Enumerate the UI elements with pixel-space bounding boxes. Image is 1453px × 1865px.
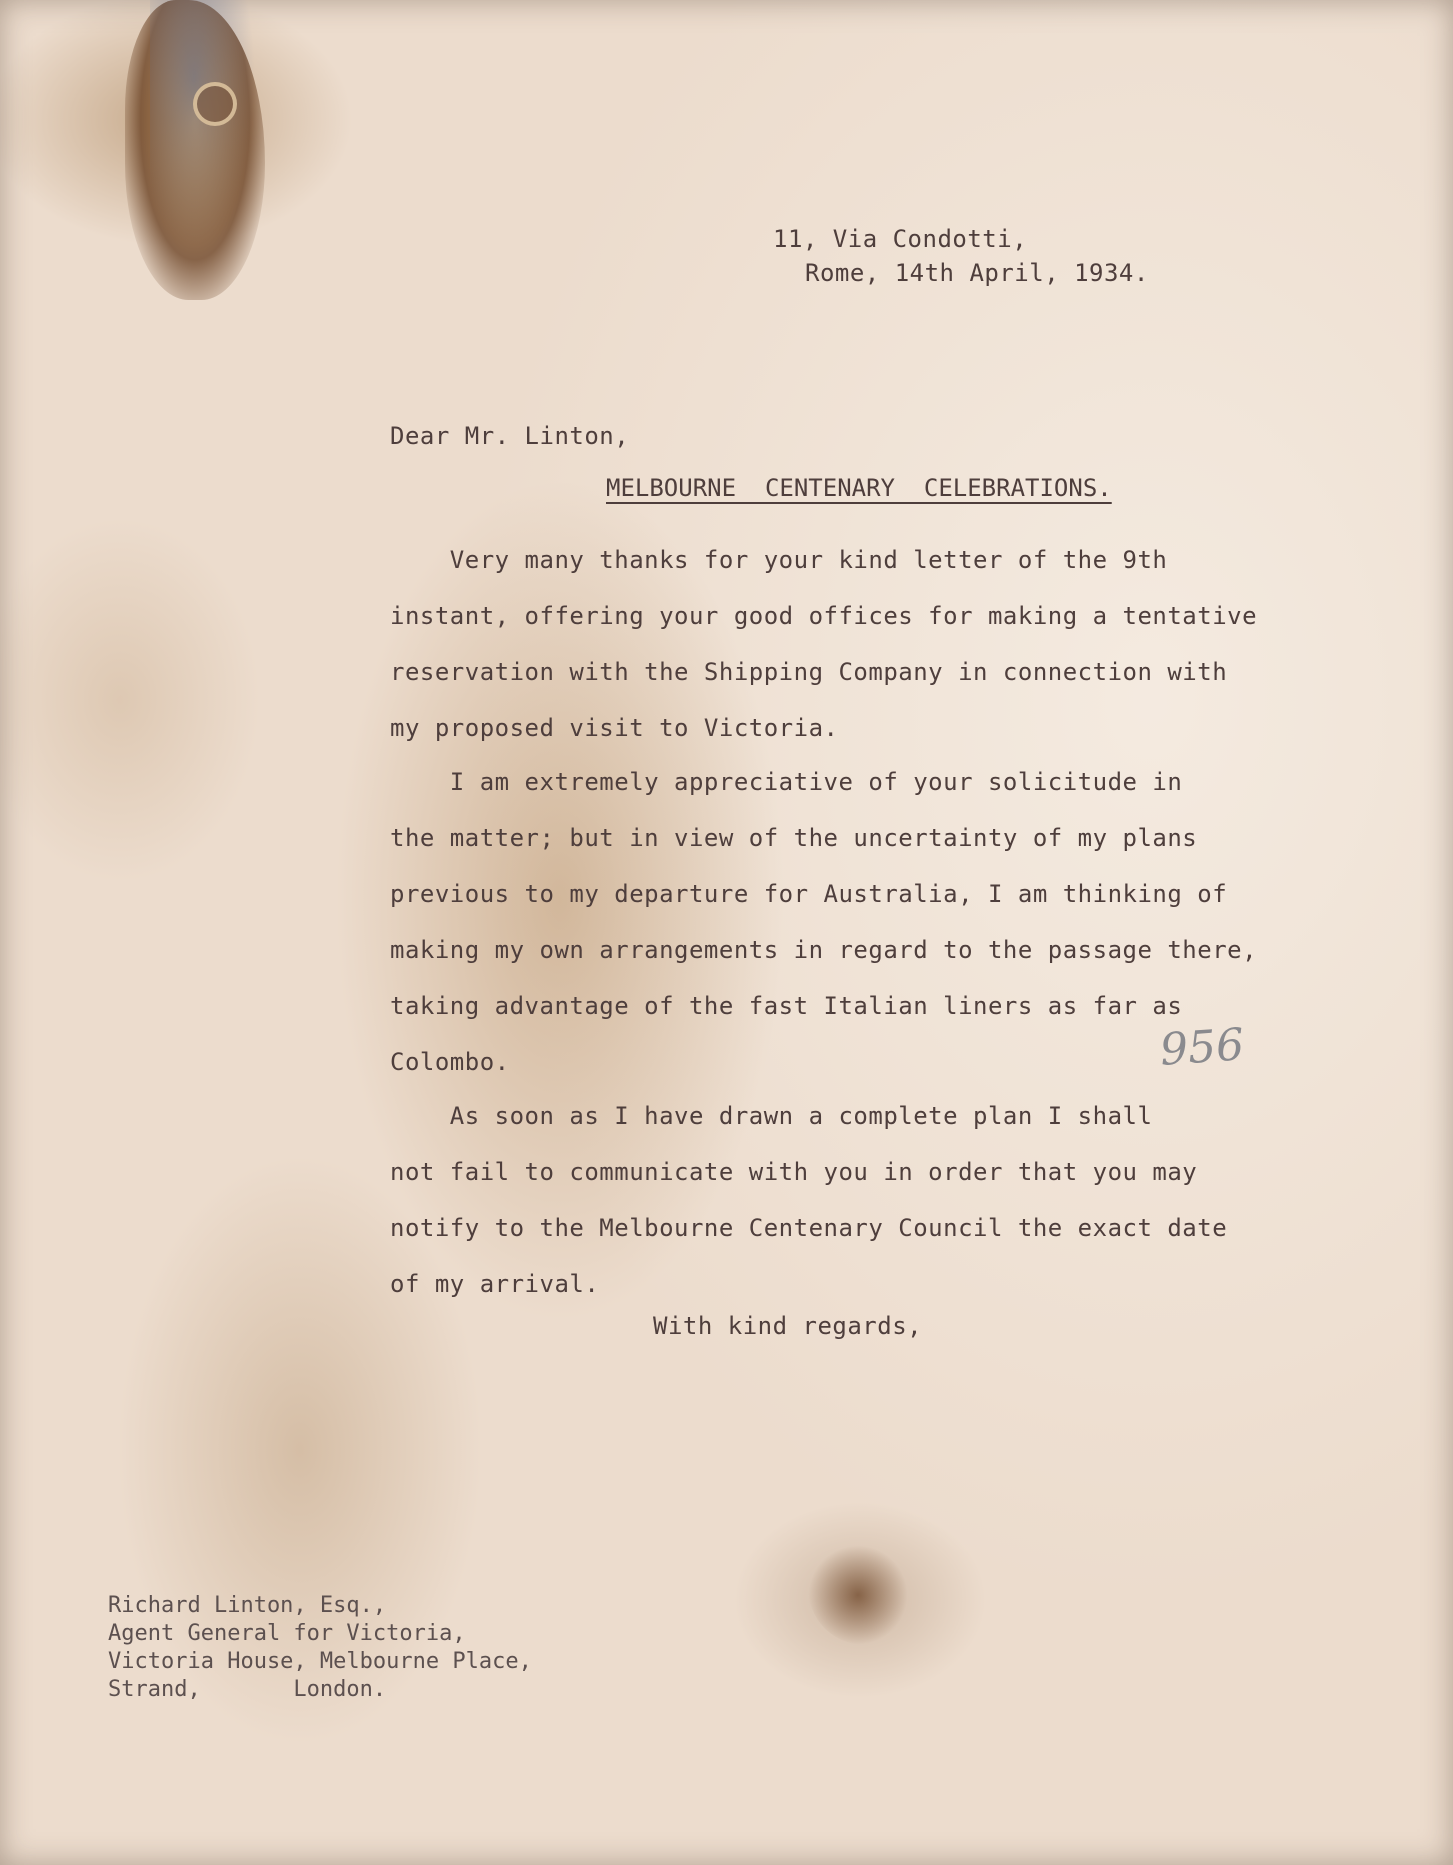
recipient-line: Richard Linton, Esq., [108,1593,387,1618]
body-line: not fail to communicate with you in order that you may [390,1158,1198,1186]
salutation: Dear Mr. Linton, [390,422,630,450]
body-line: As soon as I have drawn a complete plan I shall [390,1102,1153,1130]
address-line-2: Rome, 14th April, 1934. [805,259,1149,287]
stain-blot [808,1545,908,1645]
closing: With kind regards, [653,1312,923,1340]
body-line: my proposed visit to Victoria. [390,714,839,742]
body-line: taking advantage of the fast Italian liners as far as [390,992,1183,1020]
recipient-line: Strand, London. [108,1677,387,1702]
body-line: I am extremely appreciative of your solicitude in [390,768,1183,796]
body-line: reservation with the Shipping Company in connection with [390,658,1228,686]
body-line: notify to the Melbourne Centenary Council the exact date [390,1214,1228,1242]
subject-heading: MELBOURNE CENTENARY CELEBRATIONS. [606,474,1112,502]
recipient-line: Agent General for Victoria, [108,1621,466,1646]
body-line: instant, offering your good offices for making a tentative [390,602,1258,630]
body-line: of my arrival. [390,1270,600,1298]
ink-stain [150,0,260,260]
body-line: previous to my departure for Australia, I am thinking of [390,880,1228,908]
body-line: the matter; but in view of the uncertainty of my plans [390,824,1198,852]
recipient-line: Victoria House, Melbourne Place, [108,1649,532,1674]
body-line: Very many thanks for your kind letter of the 9th [390,546,1168,574]
staple-hole [193,82,237,126]
body-line: Colombo. [390,1048,510,1076]
handwritten-number: 956 [1158,1019,1246,1076]
body-line: making my own arrangements in regard to the passage there, [390,936,1258,964]
address-line-1: 11, Via Condotti, [773,225,1028,253]
